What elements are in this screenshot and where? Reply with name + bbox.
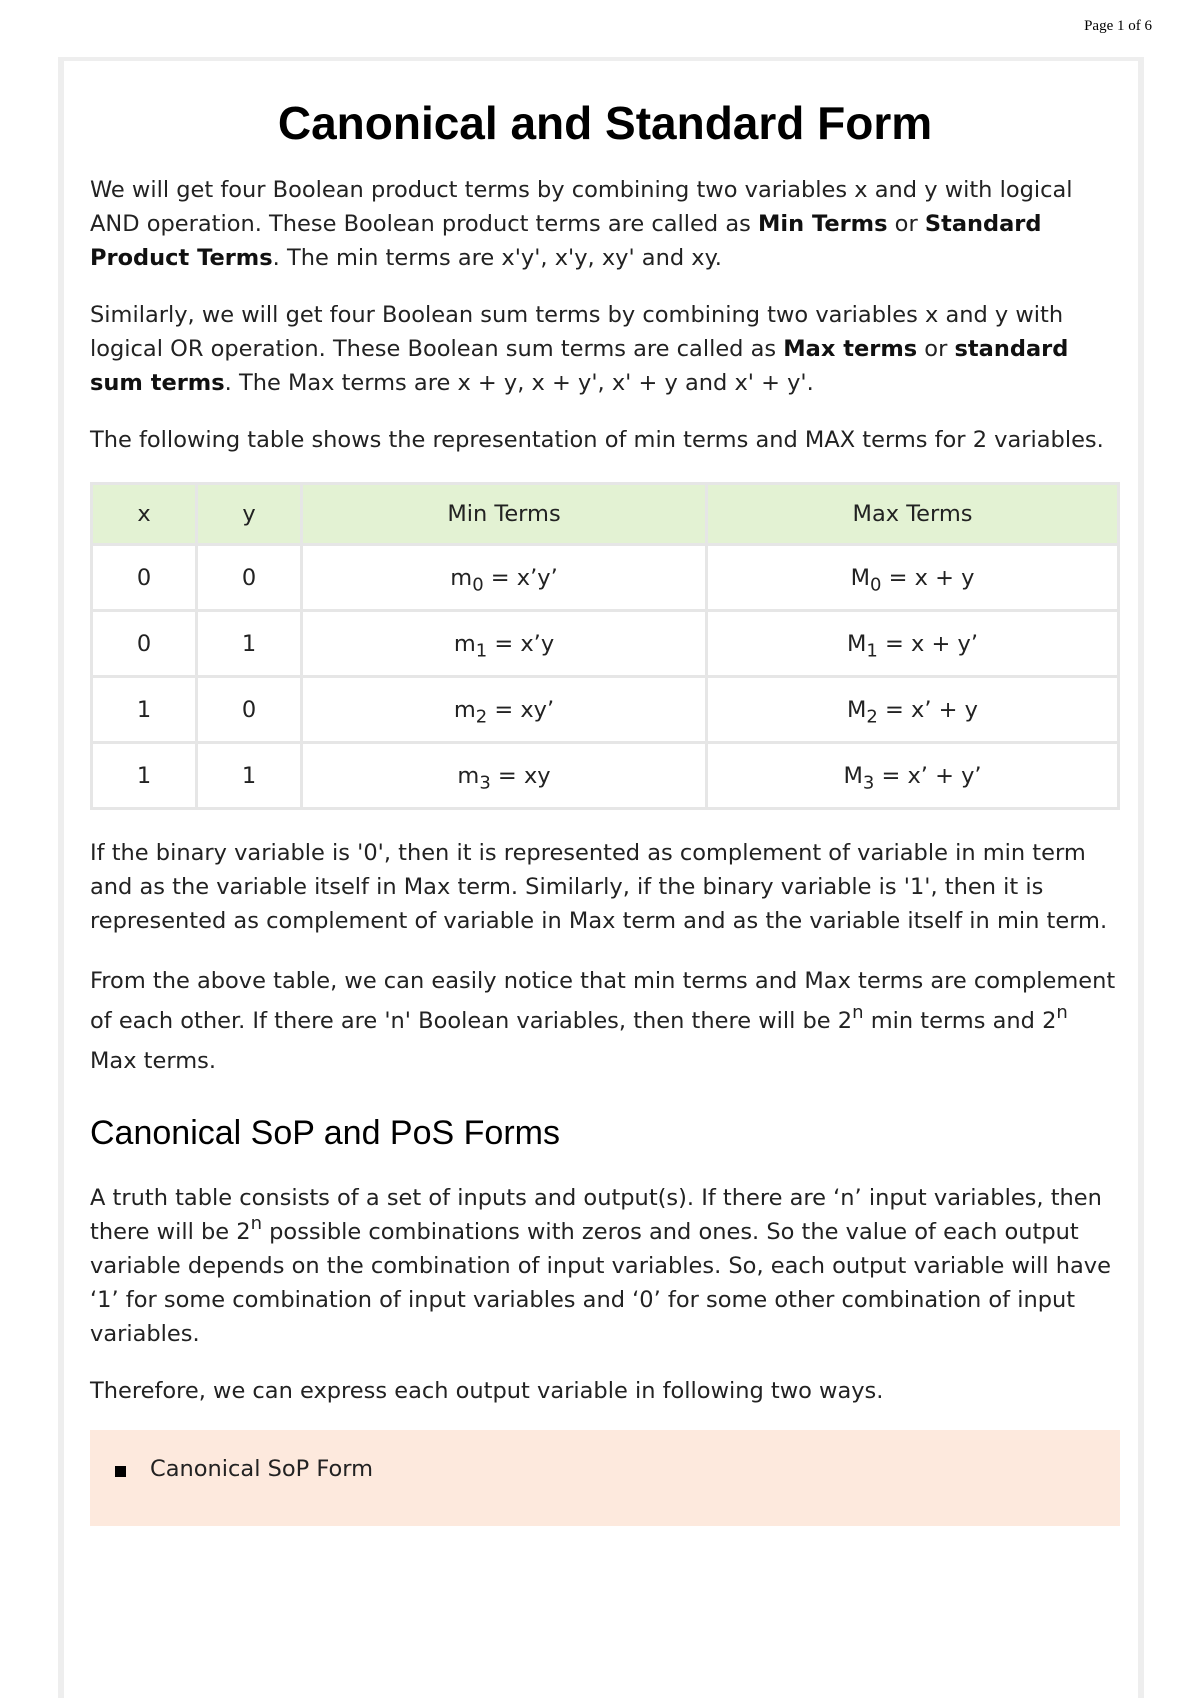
cell-y: 1 (197, 611, 302, 677)
sum-text-1: Similarly, we will get four Boolean sum terms by combining two variables x and y with logical OR operation. These Boolean sum terms are called as (90, 302, 1064, 362)
cell-x: 0 (92, 611, 197, 677)
sum-text-3: . The Max terms are x + y, x + y', x' + y and x' + y'. (224, 370, 814, 396)
list-item: Canonical SoP Form (150, 1456, 374, 1482)
table-header-row (92, 484, 1119, 545)
cell-x: 1 (92, 677, 197, 743)
article-card (58, 57, 1144, 1698)
table-intro-paragraph: The following table shows the representation of min terms and MAX terms for 2 variables. (90, 427, 1104, 453)
intro-bold-min-terms: Min Terms (758, 211, 888, 237)
cell-min-term: $m_3$ = xy (302, 743, 707, 809)
truth-table-paragraph: A truth table consists of a set of inputs and output(s). If there are ‘n’ input variables, then there will be 2$^n$ possible combinations with zeros and ones. So the value of each output variable depends on the combination of input variables. So, each output variable will have ‘1’ for some combination of input variables and ‘0’ for some other combination of input variables. (90, 1185, 1111, 1347)
cell-x: 0 (92, 545, 197, 611)
cell-min-term: $m_2$ = xy’ (302, 677, 707, 743)
cell-max-term: $M_3 = x$’ + y’ (707, 743, 1119, 809)
page-title: Canonical and Standard Form (277, 97, 933, 149)
intro-text-2: or (887, 211, 925, 237)
cell-max-term: $M_0 = x + y$ (707, 545, 1119, 611)
sum-text-2: or (917, 336, 955, 362)
article-content (90, 61, 1120, 1526)
cell-x: 1 (92, 743, 197, 809)
section-heading: Canonical SoP and PoS Forms (90, 1114, 560, 1152)
cell-y: 0 (197, 545, 302, 611)
forms-list-box (90, 1430, 1120, 1526)
header-x: x (92, 484, 197, 545)
two-ways-paragraph: Therefore, we can express each output variable in following two ways. (90, 1378, 884, 1404)
intro-paragraph (90, 173, 1120, 275)
binary-variable-paragraph: If the binary variable is '0', then it is represented as complement of variable in min term and as the variable itself in Max term. Similarly, if the binary variable is '1', then it is represented as complement of variable in Max term and as the variable itself in min term. (90, 840, 1108, 934)
header-y: y (197, 484, 302, 545)
header-max-terms: Max Terms (707, 484, 1119, 545)
intro-bold-standard-product: Standard Product Terms (90, 211, 1042, 271)
table-row (92, 677, 1119, 743)
terms-table (90, 482, 1120, 810)
cell-y: 1 (197, 743, 302, 809)
header-min-terms: Min Terms (302, 484, 707, 545)
complement-paragraph: From the above table, we can easily notice that min terms and Max terms are complement of each other. If there are 'n' Boolean variables, then there will be 2$^n$ min terms and 2$^n$ Max terms. (90, 968, 1116, 1074)
table-row (92, 743, 1119, 809)
sum-bold-standard-sum: standard sum terms (90, 336, 1069, 396)
intro-text-1: We will get four Boolean product terms by combining two variables x and y with logical AND operation. These Boolean product terms are called as (90, 177, 1073, 237)
intro-text-3: . The min terms are x'y', x'y, xy' and xy. (272, 245, 722, 271)
cell-max-term: $M_1 = x + y$’ (707, 611, 1119, 677)
cell-max-term: $M_2 = x$’ + y (707, 677, 1119, 743)
table-row (92, 611, 1119, 677)
cell-y: 0 (197, 677, 302, 743)
sum-terms-paragraph (90, 298, 1120, 400)
square-bullet-icon (115, 1466, 126, 1477)
cell-min-term: $m_1$ = x’y (302, 611, 707, 677)
cell-min-term: $m_0$ = x’y’ (302, 545, 707, 611)
page-number: Page 1 of 6 (1084, 18, 1152, 34)
table-row (92, 545, 1119, 611)
sum-bold-max-terms: Max terms (783, 336, 918, 362)
